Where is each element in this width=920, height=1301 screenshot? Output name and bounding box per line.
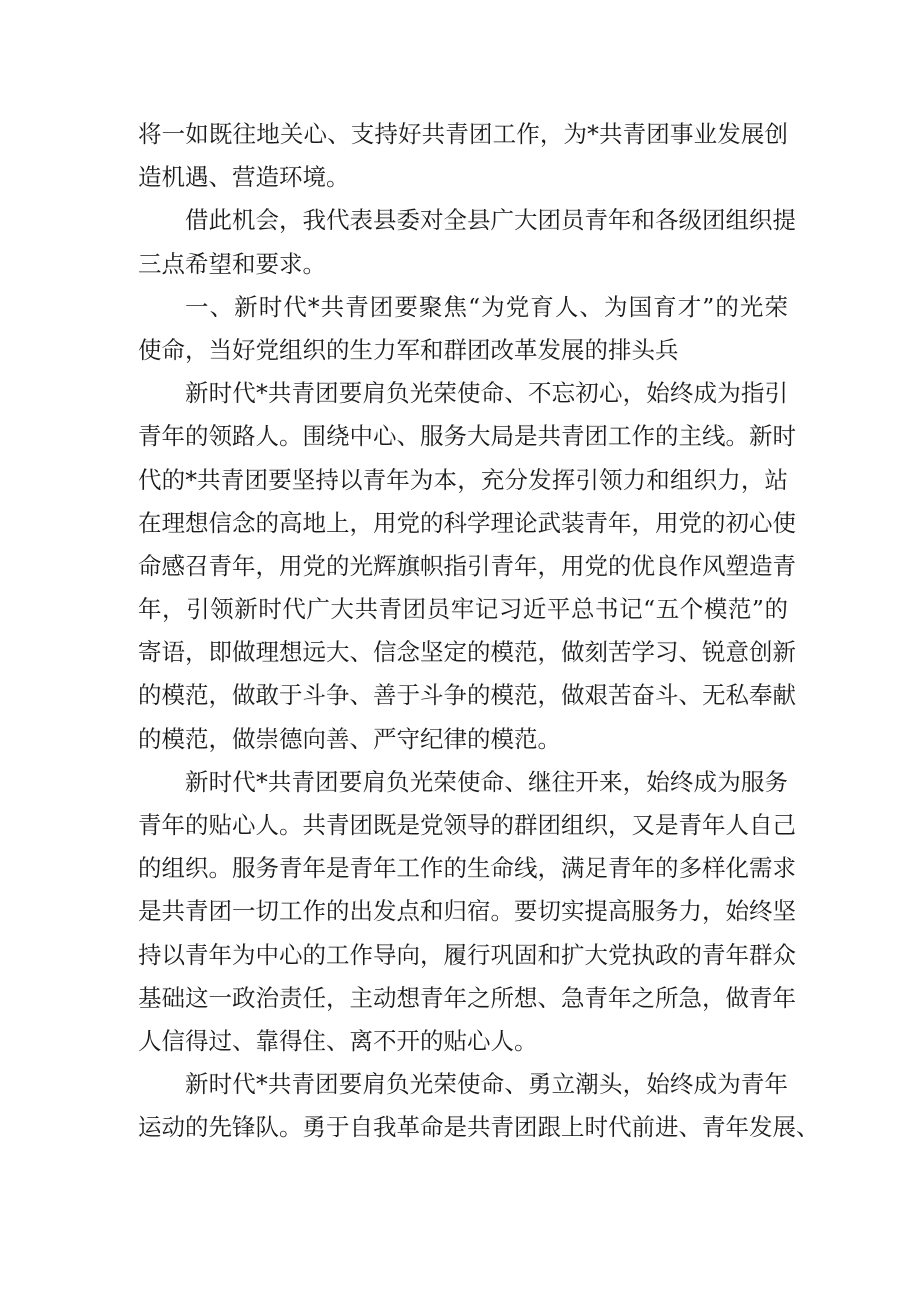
text-line: 的组织。服务青年是青年工作的生命线，满足青年的多样化需求	[138, 854, 796, 883]
text-line: 年，引领新时代广大共青团员牢记习近平总书记“五个模范”的	[138, 595, 788, 624]
text-line: 青年的领路人。围绕中心、服务大局是共青团工作的主线。新时	[138, 422, 796, 451]
text-line: 三点希望和要求。	[138, 249, 326, 278]
text-line: 在理想信念的高地上，用党的科学理论武装青年，用党的初心使	[138, 508, 796, 537]
section-heading-line: 使命，当好党组织的生力军和群团改革发展的排头兵	[138, 335, 679, 364]
text-line: 新时代*共青团要肩负光荣使命、不忘初心，始终成为指引	[185, 379, 788, 408]
text-line: 造机遇、营造环境。	[138, 163, 350, 192]
text-line: 青年的贴心人。共青团既是党领导的群团组织，又是青年人自己	[138, 811, 796, 839]
text-line: 基础这一政治责任，主动想青年之所想、急青年之所急，做青年	[138, 983, 796, 1012]
text-line: 命感召青年，用党的光辉旗帜指引青年，用党的优良作风塑造青	[138, 551, 796, 580]
text-line: 持以青年为中心的工作导向，履行巩固和扩大党执政的青年群众	[138, 940, 796, 969]
text-line: 代的*共青团要坚持以青年为本，充分发挥引领力和组织力，站	[138, 465, 788, 494]
text-line: 的模范，做敢于斗争、善于斗争的模范，做艰苦奋斗、无私奉献	[138, 681, 796, 710]
text-line: 借此机会，我代表县委对全县广大团员青年和各级团组织提	[185, 206, 796, 235]
text-line: 的模范，做崇德向善、严守纪律的模范。	[138, 724, 561, 753]
text-line: 人信得过、靠得住、离不开的贴心人。	[138, 1026, 538, 1055]
text-line: 新时代*共青团要肩负光荣使命、勇立潮头，始终成为青年	[185, 1070, 788, 1099]
document-body	[138, 113, 820, 1150]
text-line: 新时代*共青团要肩负光荣使命、继往开来，始终成为服务	[185, 767, 788, 796]
text-line: 将一如既往地关心、支持好共青团工作，为*共青团事业发展创	[138, 120, 788, 148]
text-line: 寄语，即做理想远大、信念坚定的模范，做刻苦学习、锐意创新	[138, 638, 796, 667]
text-line: 运动的先锋队。勇于自我革命是共青团跟上时代前进、青年发展、	[138, 1113, 820, 1142]
text-line: 是共青团一切工作的出发点和归宿。要切实提高服务力，始终坚	[138, 897, 796, 926]
section-heading-line: 一、新时代*共青团要聚焦“为党育人、为国育才”的光荣	[185, 292, 788, 321]
